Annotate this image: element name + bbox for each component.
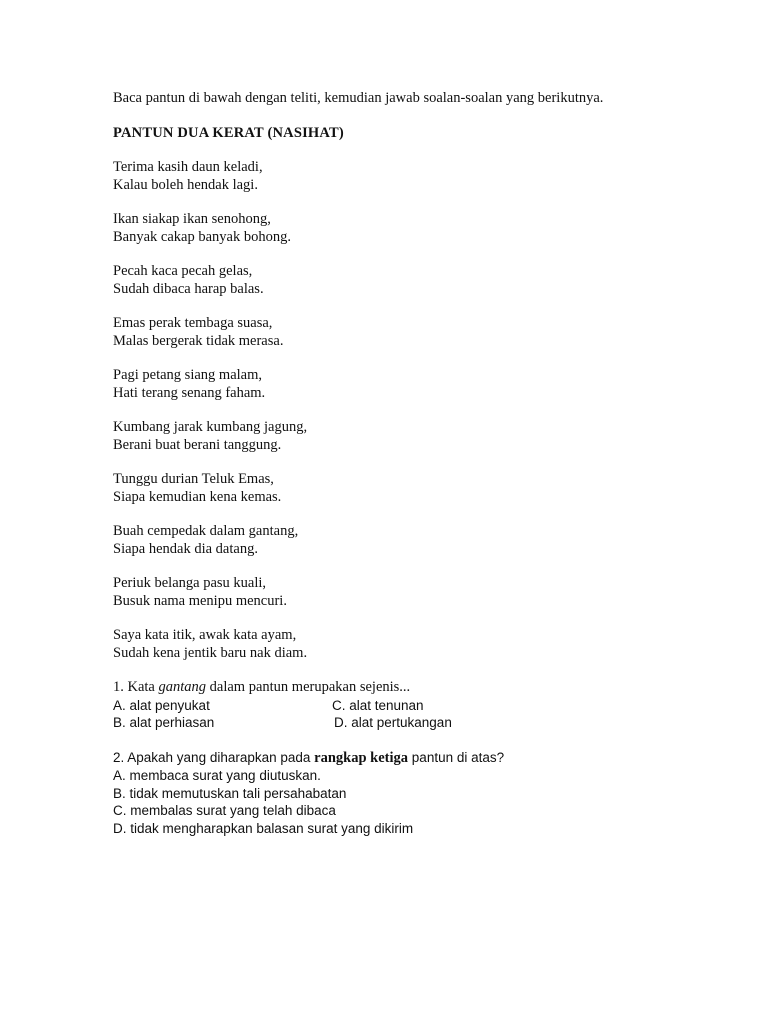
stanza-line: Saya kata itik, awak kata ayam, (113, 627, 297, 643)
stanza-line: Berani buat berani tanggung. (113, 436, 282, 453)
stanza-line: Buah cempedak dalam gantang, (113, 523, 299, 539)
stanza-6 (113, 419, 713, 454)
stanza-10 (113, 627, 713, 662)
stanza-line: Emas perak tembaga suasa, (113, 315, 273, 331)
stanza-3 (113, 263, 713, 298)
stanza-line: Pagi petang siang malam, (113, 367, 262, 383)
question-1-prefix: 1. Kata (113, 679, 159, 695)
question-2-prefix: 2. Apakah yang diharapkan pada (113, 749, 315, 765)
question-2-suffix: pantun di atas? (408, 749, 505, 765)
stanza-line: Terima kasih daun keladi, (113, 159, 263, 175)
question-1-options-row-1 (113, 697, 713, 715)
stanza-line: Periuk belanga pasu kuali, (113, 575, 267, 591)
stanza-9 (113, 575, 713, 610)
question-1-suffix: dalam pantun merupakan sejenis... (206, 679, 411, 695)
question-1-keyword: gantang (158, 679, 207, 695)
document-page (113, 90, 713, 854)
stanza-line: Kumbang jarak kumbang jagung, (113, 419, 308, 435)
question-2-option-a: A. membaca surat yang diutuskan. (113, 768, 321, 783)
question-1-option-a: A. alat penyukat (113, 697, 210, 713)
question-1-option-c: C. alat tenunan (332, 697, 424, 713)
stanza-line: Sudah kena jentik baru nak diam. (113, 644, 308, 661)
pantun-title: PANTUN DUA KERAT (NASIHAT) (113, 124, 344, 141)
stanza-line: Malas bergerak tidak merasa. (113, 332, 284, 349)
pantun-stanzas (113, 159, 713, 662)
question-1-option-d: D. alat pertukangan (334, 715, 452, 730)
question-2-option-c: C. membalas surat yang telah dibaca (113, 803, 336, 818)
stanza-line: Kalau boleh hendak lagi. (113, 176, 258, 193)
instruction-text: Baca pantun di bawah dengan teliti, kemudian jawab soalan-soalan yang berikutnya. (113, 90, 604, 106)
question-2-text (113, 749, 713, 768)
stanza-line: Sudah dibaca harap balas. (113, 280, 264, 297)
question-1-text (113, 679, 713, 697)
stanza-7 (113, 471, 713, 506)
stanza-1 (113, 159, 713, 194)
stanza-line: Siapa hendak dia datang. (113, 540, 258, 557)
stanza-5 (113, 367, 713, 402)
question-2-keyword: rangkap ketiga (314, 749, 409, 766)
stanza-line: Pecah kaca pecah gelas, (113, 263, 253, 279)
stanza-line: Tunggu durian Teluk Emas, (113, 471, 274, 487)
stanza-2 (113, 211, 713, 246)
stanza-8 (113, 523, 713, 558)
stanza-line: Banyak cakap banyak bohong. (113, 228, 291, 245)
stanza-line: Ikan siakap ikan senohong, (113, 211, 271, 227)
stanza-line: Hati terang senang faham. (113, 384, 266, 401)
question-2-option-b: B. tidak memutuskan tali persahabatan (113, 785, 347, 801)
stanza-4 (113, 315, 713, 350)
stanza-line: Siapa kemudian kena kemas. (113, 488, 282, 505)
question-1-options-row-2 (113, 714, 713, 732)
question-2-option-d: D. tidak mengharapkan balasan surat yang dikirim (113, 820, 414, 836)
stanza-line: Busuk nama menipu mencuri. (113, 592, 287, 609)
question-1-option-b: B. alat perhiasan (113, 715, 215, 730)
question-1 (113, 679, 713, 732)
question-2 (113, 749, 713, 838)
